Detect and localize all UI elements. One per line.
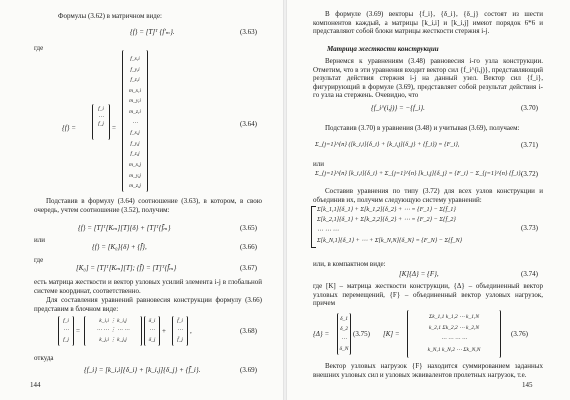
fvec-item: ⋯ [98, 113, 104, 120]
eqno-3-68: (3.68) [240, 327, 257, 335]
stiffness-matrix [407, 310, 501, 358]
eq368-f-item: f_i [63, 318, 69, 324]
eq368-f-item: ⋯ [63, 327, 69, 334]
eq368-equals: = [76, 327, 80, 335]
paragraph-equilibrium: Вернемся к уравнениям (3.48) равновесия i-го узла конструкции. Отметим, что в эти уравнения входит вектор сил {f_i^(i,j)}, представляющий результат действия стержня i-j на данный узел. Вектор сил {f_i}, фигурирующий в формуле (3.69), представляет собой результат действия i-го узла на стержень. Очевидно, что [313, 57, 543, 100]
f-component-vector [122, 50, 148, 192]
eq368-d-item: ⋯ [149, 327, 155, 334]
fcol-item: m_z,j [129, 183, 141, 190]
eqno-3-69: (3.69) [240, 366, 257, 374]
compact-form-label: или, в компактном виде: [313, 260, 386, 268]
fcol-item: f_y,i [130, 66, 140, 73]
fcol-item: f_z,i [130, 77, 140, 84]
eq368-f-vector [58, 316, 74, 346]
delta-item: ⋯ [341, 336, 347, 342]
fcol-item: ⋯ [132, 119, 138, 126]
eqno-3-76: (3.76) [511, 330, 528, 338]
page-number-right: 145 [522, 381, 533, 389]
equation-3-67: [K₀] = [T]ᵀ[Kₘ][T]; {f̄} = [T]ᵀ{f̄ₘ} [76, 264, 177, 272]
fcol-item: m_y,j [129, 172, 141, 179]
eq368-comma: , [190, 327, 192, 335]
eqno-3-70: (3.70) [521, 104, 538, 112]
eq368-plus: + [162, 327, 166, 335]
stiffness-row: Σk_1,1 k_1,2 ⋯ k_1,N [428, 314, 479, 320]
fcol-item: f_y,j [130, 140, 140, 147]
eq368-delta-vector [144, 316, 160, 346]
eq368-k-row: ⋯ ⋯ ⋮ ⋯ ⋯ [96, 327, 130, 334]
paragraph-block-form: Для составления уравнений равновесия конструкции формулу (3.66) представим в блочном виде: [34, 296, 262, 313]
equation-3-74: [K]{Δ} = {F}, [399, 270, 439, 278]
fcol-item: f_x,i [130, 56, 140, 62]
eq368-d-item: δ_j [148, 336, 156, 343]
delta-item: δ_N [339, 346, 349, 352]
stiffness-row: k_2,1 Σk_2,2 ⋯ k_2,N [428, 325, 479, 331]
eq368-f-item: f_j [63, 336, 69, 343]
paragraph-stiffness-matrix: есть матрица жесткости и вектор узловых усилий элемента i-j в глобальной системе координат, соответственно. [34, 278, 262, 295]
gde-label-1: где [34, 44, 44, 52]
equation-3-63: {f} = [T]ᵀ {f'ₘ}. [130, 28, 175, 36]
eq368-k-row: k_i,i ⋮ k_i,j [99, 318, 127, 324]
eq368-fbar-item: f̄_j [177, 336, 183, 343]
section-heading: Матрица жесткости конструкции [327, 45, 439, 53]
delta-item: δ_2 [339, 326, 349, 332]
system-row: Σ[k_N,1]{δ_1} + ⋯ + Σ[k_N,N]{δ_N} = {F_N} − Σ{f̄_N} [317, 237, 463, 245]
eqno-3-72: (3.72) [521, 170, 538, 178]
fvec-item: f_j [98, 121, 104, 128]
equation-3-76-lhs: [K] = [383, 330, 400, 338]
eq368-k-row: k_j,i ⋮ k_j,j [99, 336, 127, 343]
paragraph-load-vector: Вектор узловых нагрузок {F} находится суммированием заданных внешних узловых сил и узловых эквивалентов пролетных нагрузок, т.е. [313, 362, 543, 379]
equation-3-65: {f} = [T]ᵀ[Kₘ][T]{δ} + [T]ᵀ{f̄ₘ} [78, 224, 171, 232]
paragraph-vectors: В формуле (3.69) векторы {f_i}, {δ_i}, {δ_j} состоят из шести компонентов каждый, а матрицы [k_i,i] и [k_i,j] имеют порядок 6*6 и представляют собой блоки матрицы жесткости стержня i-j. [313, 10, 543, 36]
paragraph-substitute: Подставив в формулу (3.64) соотношение (3.63), в котором, в свою очередь, учтем соотношение (3.52), получим: [34, 197, 262, 214]
eqno-3-75: (3.75) [353, 330, 370, 338]
eqno-3-66: (3.66) [240, 243, 257, 251]
system-bracket [311, 206, 316, 248]
otkuda-label: откуда [34, 354, 54, 362]
equation-3-64-lhs: {f} = [62, 124, 77, 132]
paragraph-where: где [K] – матрица жесткости конструкции, {Δ} – объединенный вектор узловых перемещений, {F} – объединенный вектор узловых нагрузок, причем [313, 282, 543, 308]
equation-3-71: Σ_{j=1}^{n} ([k_i,i]{δ_i} + [k_i,j]{δ_j} + {f̄_i}) = {F_i}, [315, 141, 460, 148]
ili-label-right: или [313, 160, 324, 168]
eq368-d-item: δ_i [148, 318, 156, 324]
stiffness-row: ⋯ ⋯ ⋯ ⋯ [440, 336, 468, 342]
page-number-left: 144 [30, 381, 41, 389]
eq368-fbar-vector [172, 316, 188, 346]
system-row: Σ[k_1,1]{δ_1} + Σ[k_1,2]{δ_2} + ⋯ = {F_1} − Σ{f̄_1} [317, 206, 456, 213]
right-page [285, 0, 570, 400]
left-intro-line: Формулы (3.62) в матричном виде: [58, 12, 162, 20]
eqno-3-67: (3.67) [240, 264, 257, 272]
fcol-item: m_z,i [129, 108, 141, 115]
eqno-3-65: (3.65) [240, 224, 257, 232]
fcol-item: f_z,j [130, 151, 140, 158]
eqno-3-71: (3.71) [521, 141, 538, 149]
eqno-3-64: (3.64) [240, 120, 257, 128]
paragraph-system: Составив уравнения по типу (3.72) для всех узлов конструкции и объединив их, получим следующую систему уравнений: [313, 187, 543, 204]
fcol-item: m_x,i [128, 87, 142, 94]
equals-sign: = [112, 124, 116, 132]
equation-3-70: {f_i^(i,j)} = −{f_i}. [371, 104, 425, 112]
delta-item: δ_1 [339, 316, 349, 322]
eq368-fbar-item: ⋯ [177, 327, 183, 334]
eq368-fbar-item: f̄_i [177, 318, 183, 324]
equation-3-75-lhs: {Δ} = [313, 330, 330, 338]
system-row: Σ[k_2,1]{δ_1} + Σ[k_2,2]{δ_2} + ⋯ = {F_2} − Σ{f̄_2} [317, 216, 456, 224]
ili-label-1: или [34, 236, 45, 244]
paragraph-substitution: Подставив (3.70) в уравнения (3.48) и учитывая (3.69), получаем: [325, 124, 520, 132]
fcol-item: m_x,j [128, 161, 142, 168]
eqno-3-63: (3.63) [240, 28, 257, 36]
eqno-3-73: (3.73) [521, 224, 538, 232]
eqno-3-74: (3.74) [521, 270, 538, 278]
fcol-item: f_x,j [130, 130, 140, 137]
system-row: ⋯ ⋯ ⋯ [317, 226, 339, 234]
fvec-item: f_i [98, 106, 104, 112]
f-block-vector [92, 104, 110, 140]
equation-3-66: {f} = [K₀]{δ} + {f̄}, [92, 243, 147, 251]
equation-3-73 [317, 205, 462, 247]
delta-vector [337, 313, 351, 355]
eq368-k-matrix [84, 316, 142, 346]
gde-label-2: где [34, 256, 44, 264]
stiffness-row: k_N,1 k_N,2 ⋯ Σk_N,N [427, 347, 481, 353]
fcol-item: m_y,i [129, 98, 141, 105]
equation-3-69: {f_i} = [k_i,i]{δ_i} + [k_i,j]{δ_j} + {f̄_i}. [84, 366, 201, 374]
equation-3-72: Σ_{j=1}^{n} [k_i,i]{δ_i} + Σ_{j=1}^{n} [k_i,j]{δ_j} = {F_i} − Σ_{j=1}^{n} {f̄_i}. [315, 170, 523, 177]
